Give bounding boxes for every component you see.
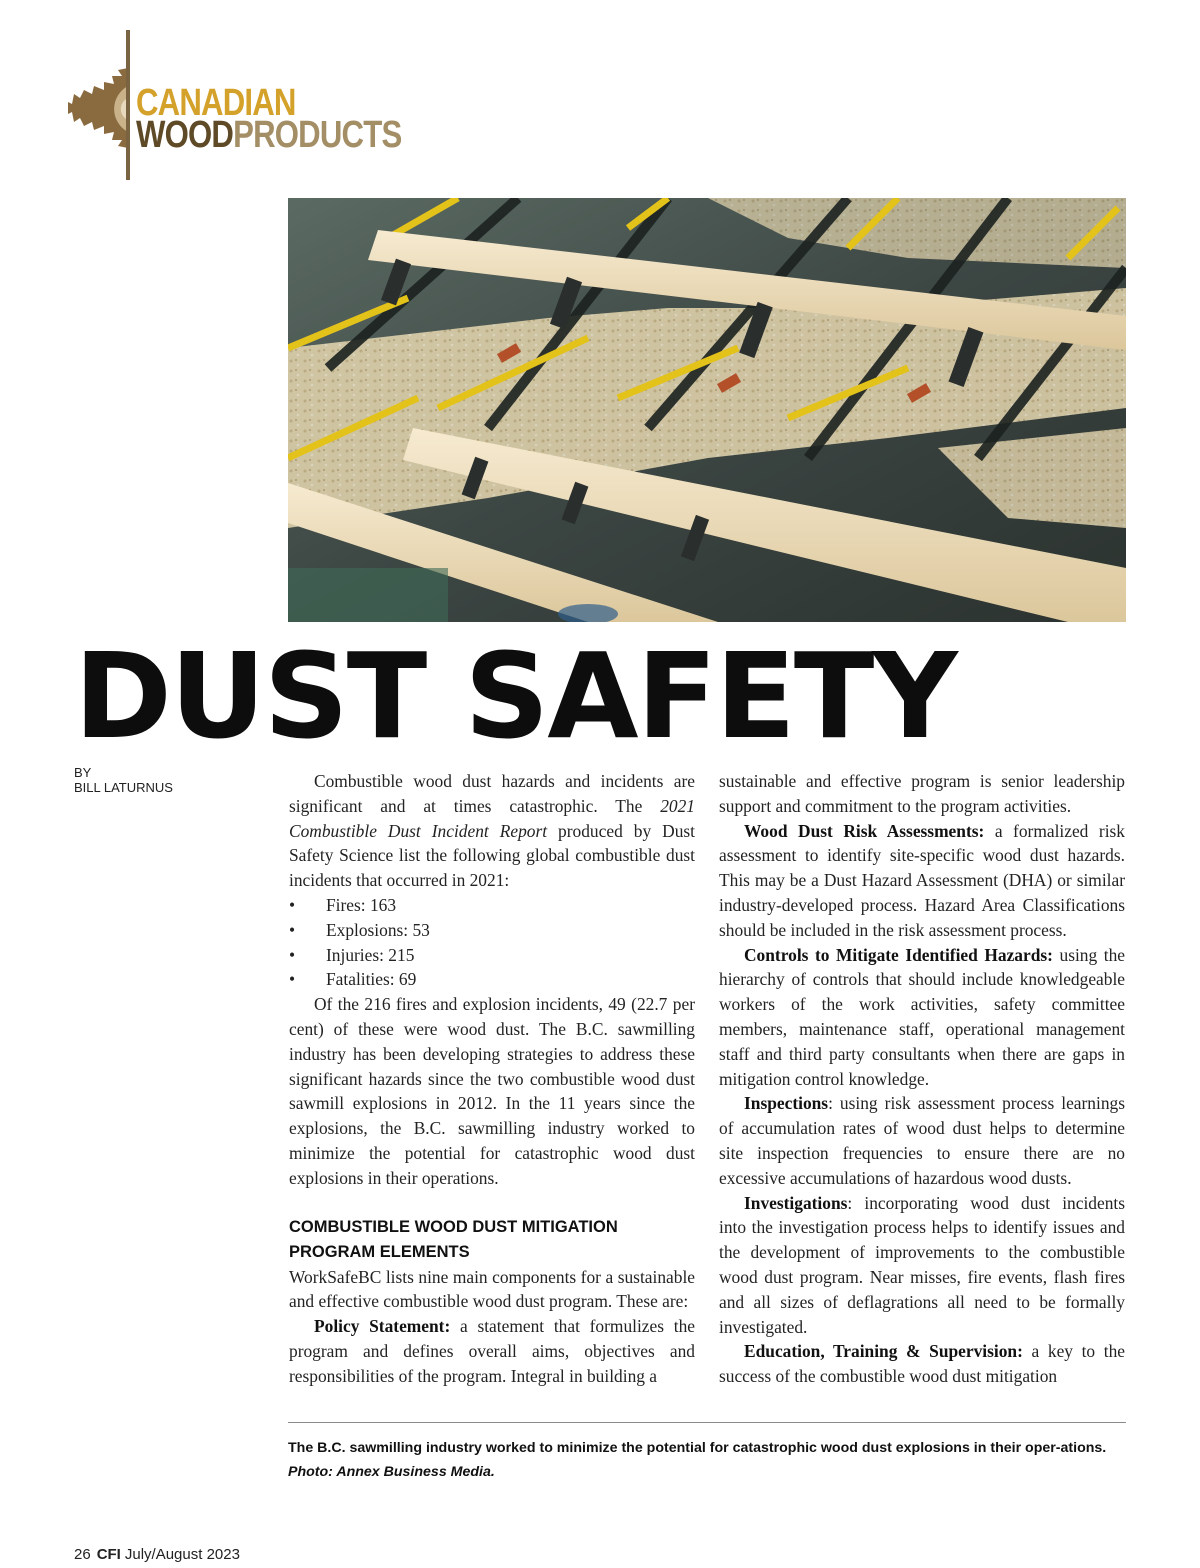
headline: DUST SAFETY	[74, 627, 956, 765]
caption-text: The B.C. sawmilling industry worked to minimize the potential for catastrophic wood dust explosions in their oper-ations.	[288, 1440, 1107, 1456]
intro-paragraph	[289, 769, 695, 893]
saw-blade-icon	[66, 28, 130, 184]
incident-stats-list	[289, 893, 695, 992]
element-text: using the hierarchy of controls that should include knowledgeable workers of the work activities, safety committee members, maintenance staff, operational management staff and third party consultants when there are gaps in mitigation control knowledge.	[719, 944, 1125, 1089]
bullet-icon: •	[289, 919, 296, 940]
body-paragraph: WorkSafeBC lists nine main components for a sustainable and effective combustible wood dust program. These are:	[289, 1266, 695, 1312]
article-column-left	[289, 769, 695, 1389]
photo-caption	[288, 1436, 1126, 1484]
list-item	[289, 943, 695, 968]
element-text: a key to the success of the combustible wood dust mitigation	[719, 1341, 1125, 1387]
logo-canadian: CANADIAN	[136, 82, 296, 124]
element-term: Policy Statement:	[314, 1316, 451, 1337]
section-subhead: COMBUSTIBLE WOOD DUST MITIGATION PROGRAM ELEMENTS	[289, 1217, 618, 1261]
stat-injuries: Injuries: 215	[326, 944, 415, 965]
report-title: 2021 Combustible Dust Incident Report	[289, 795, 695, 841]
body-paragraph: Of the 216 fires and explosion incidents, 49 (22.7 per cent) of these were wood dust. The B.C. sawmilling industry has been developing strategies to address these significant hazards since the two combustible wood dust sawmill explosions in 2012. In the 11 years since the explosions, the B.C. sawmilling industry worked to minimize the potential for catastrophic wood dust explosions in their operations.	[289, 994, 695, 1188]
logo-wood: WOOD	[136, 114, 234, 156]
element-text: a formalized risk assessment to identify site-specific wood dust hazards. This may be a Dust Hazard Assessment (DHA) or similar industry-developed process. Hazard Area Classifications should be included in the risk assessment process.	[719, 820, 1125, 940]
bullet-icon: •	[289, 944, 296, 965]
list-item	[289, 967, 695, 992]
magazine-logo	[66, 28, 426, 184]
byline-by: BY	[74, 765, 92, 780]
stat-fires: Fires: 163	[326, 894, 397, 915]
caption-divider	[288, 1422, 1126, 1423]
page-footer	[74, 1546, 240, 1563]
element-text: : using risk assessment process learnings of accumulation rates of wood dust helps to determine site inspection frequencies to ensure there are no excessive accumulations of hazardous wood dusts.	[719, 1093, 1125, 1188]
element-inspections	[719, 1091, 1125, 1190]
bullet-icon: •	[289, 969, 296, 990]
element-text: a statement that formulizes the program and defines overall aims, objectives and responsibilities of the program. Integral in building a	[289, 1316, 695, 1386]
publication-name: CFI	[96, 1546, 121, 1563]
intro-text-1: Combustible wood dust hazards and incidents are significant and at times catastrophic. The	[289, 771, 695, 816]
element-term: Education, Training & Supervision:	[744, 1341, 1023, 1362]
byline-author: BILL LATURNUS	[74, 780, 173, 795]
element-investigations	[719, 1191, 1125, 1340]
element-term: Inspections	[744, 1093, 829, 1114]
logo-divider	[126, 30, 130, 180]
element-term: Wood Dust Risk Assessments:	[744, 820, 985, 841]
page-number: 26	[74, 1546, 91, 1563]
article-column-right	[719, 769, 1125, 1389]
element-term: Controls to Mitigate Identified Hazards:	[744, 944, 1053, 965]
stat-fatalities: Fatalities: 69	[326, 969, 417, 990]
element-education	[719, 1339, 1125, 1389]
list-item	[289, 918, 695, 943]
issue-date: July/August 2023	[124, 1546, 240, 1563]
element-policy	[289, 1314, 695, 1388]
element-text: : incorporating wood dust incidents into the investigation process helps to identify issues and the development of improvements to the combustible wood dust program. Near misses, fire events, flash fires and all sizes of deflagrations all need to be formally investigated.	[719, 1192, 1125, 1337]
hero-photo	[288, 198, 1126, 622]
element-controls	[719, 943, 1125, 1092]
photo-credit: Photo: Annex Business Media.	[288, 1464, 495, 1480]
list-item	[289, 893, 695, 918]
bullet-icon: •	[289, 894, 296, 915]
intro-text-2: produced by Dust Safety Science list the following global combustible dust incidents that occurred in 2021:	[289, 820, 695, 891]
logo-products: PRODUCTS	[233, 114, 402, 156]
byline	[74, 765, 173, 795]
element-risk-assessments	[719, 819, 1125, 943]
element-term: Investigations	[744, 1192, 848, 1213]
body-paragraph: sustainable and effective program is senior leadership support and commitment to the program activities.	[719, 771, 1125, 816]
logo-woodproducts	[136, 116, 401, 154]
stat-explosions: Explosions: 53	[326, 919, 430, 940]
